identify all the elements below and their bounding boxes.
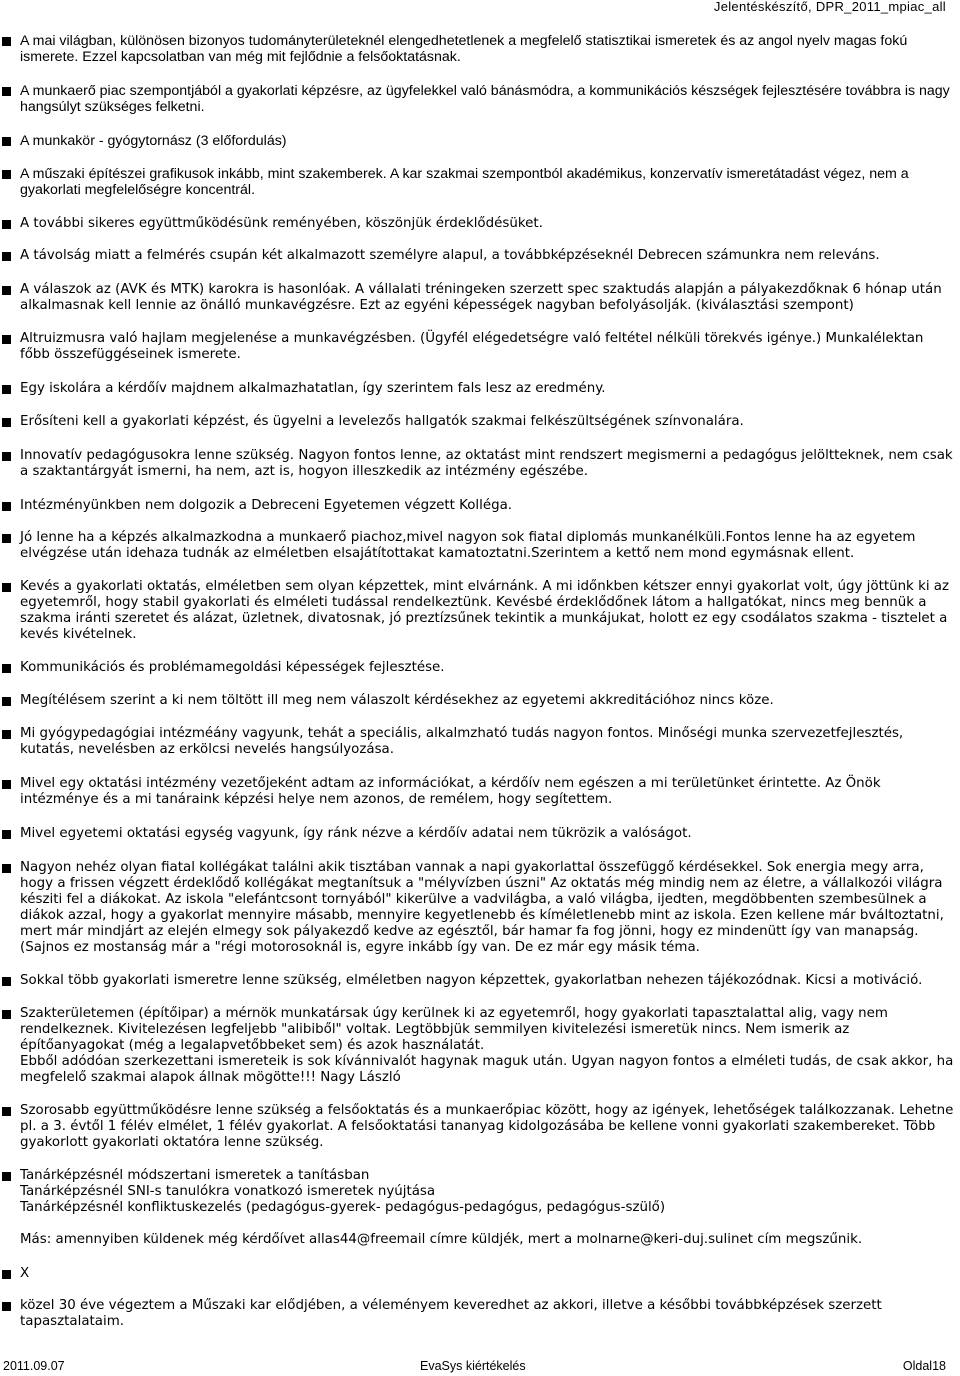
bullet-marker <box>2 780 11 789</box>
list-item-text: A munkakör - gyógytornász (3 előfordulás) <box>20 133 287 149</box>
list-item-text: közel 30 éve végeztem a Műszaki kar elődjében, a véleményem keveredhet az akkori, illetve a későbbi továbbképzések szerzett tapasztalataim. <box>20 1298 882 1329</box>
footer-date: 2011.09.07 <box>3 1359 65 1373</box>
bullet-marker <box>2 1302 11 1311</box>
bullet-marker <box>2 664 11 673</box>
bullet-marker <box>2 697 11 706</box>
list-item-text: A távolság miatt a felmérés csupán két alkalmazott személyre alapul, a továbbképzéseknél Debrecen számunkra nem releváns. <box>20 248 880 263</box>
list-item-text: Sokkal több gyakorlati ismeretre lenne szükség, elméletben nagyon képzettek, gyakorlatban nehezen tájékozódnak. Kicsi a motiváció. <box>20 973 923 988</box>
list-item-text: Megítélésem szerint a ki nem töltött ill meg nem válaszolt kérdésekhez az egyetemi akkreditációhoz nincs köze. <box>20 693 774 708</box>
bullet-marker <box>2 170 11 179</box>
bullet-marker <box>2 452 11 461</box>
bullet-marker <box>2 534 11 543</box>
bullet-marker <box>2 1270 11 1279</box>
list-item-text: A mai világban, különösen bizonyos tudományterületeknél elengedhetetlenek a megfelelő statisztikai ismeretek és az angol nyelv magas fokú ismerete. Ezzel kapcsolatban van még mit fejlődnie a felsőoktatásnak. <box>20 33 908 65</box>
list-item-text: Innovatív pedagógusokra lenne szükség. Nagyon fontos lenne, az oktatást mint rendszert megismerni a pedagógus jelöltteknek, nem csak a szaktantárgyát ismerni, ha nem, azt is, hogyon illeszkedik az intézmény egészébe. <box>20 448 953 479</box>
bullet-marker <box>2 977 11 986</box>
bullet-marker <box>2 418 11 427</box>
list-item-text: A műszaki építészei grafikusok inkább, mint szakemberek. A kar szakmai szempontból akadémikus, konzervatív ismeretátadást végez, nem a gyakorlati megfelelőségre koncentrál. <box>20 166 909 198</box>
bullet-marker <box>2 502 11 511</box>
list-item-text: Nagyon nehéz olyan fiatal kollégákat találni akik tisztában vannak a napi gyakorlattal összefüggő kérdésekkel. Sok energia megy arra, hogy a frissen végzett érdeklődő kollégákat megtanítsuk a "mélyvízben úszni" Az oktatás még mindig nem az életre, a vállalkozói világra késziti fel a diákokat. Az iskola "elefántcsont tornyából" kikerülve a vadvilágba, a való világba, ijedten, megdöbbenten szembesülnek a diákok azzal, hogy a gyakorlat mennyire másabb, mennyire kegyetlenebb és kíméletlenebb mint az iskola. Ezen kellene már bváltoztatni, mert már mindjárt az elején elmegy sok pályakezdő kedve az egésztől, bár hamar fa fog jönni, hogy ez mindenütt így van manapság. (Sajnos ez mostanság már a "régi motorosoknál is, egyre inkább így van. De ez már egy másik téma. <box>20 860 944 955</box>
list-item-text: Mivel egy oktatási intézmény vezetőjeként adtam az információkat, a kérdőív nem egészen a mi területünket érintette. Az Önök intézménye és a mi tanáraink képzési helye nem azonos, de remélem, hogy segítettem. <box>20 776 881 807</box>
list-item-text: A további sikeres együttműködésünk reményében, köszönjük érdeklődésüket. <box>20 216 543 231</box>
list-item-text: A válaszok az (AVK és MTK) karokra is hasonlóak. A vállalati tréningeken szerzett spec szaktudás alapján a pályakezdőknak 6 hónap után alkalmasnak kell lennie az önálló munkavégzésre. Ezt az egyéni képességek nagyban befolyásolják. (kiválasztási szempont) <box>20 282 942 313</box>
list-item-text: Kommunikációs és problémamegoldási képességek fejlesztése. <box>20 660 445 675</box>
footer-page-number: Oldal18 <box>902 1359 946 1373</box>
bullet-marker <box>2 583 11 592</box>
bullet-marker <box>2 830 11 839</box>
bullet-marker <box>2 1010 11 1019</box>
bullet-marker <box>2 385 11 394</box>
list-item-text: Szorosabb együttműködésre lenne szükség a felsőoktatás és a munkaerőpiac között, hogy az igények, lehetőségek találkozzanak. Lehetne pl. a 3. évtől 1 félév elmélet, 1 félév gyakorlat. A felsőoktatási tananyag kidolgozásába be kellene vonni gyakorlati szakembereket. Több gyakorlott gyakorlati oktatóra lenne szükség. <box>20 1103 954 1150</box>
list-item-text: X <box>20 1266 30 1281</box>
bullet-marker <box>2 1107 11 1116</box>
list-item-text: Jó lenne ha a képzés alkalmazkodna a munkaerő piachoz,mivel nagyon sok fiatal diplomás munkanélküli.Fontos lenne ha az egyetem elvégzése után idehaza tudnák az elméletben elsajátítottakat kamatoztatni.Szerintem a kettő nem mond egymásnak ellent. <box>20 530 916 561</box>
list-item-text: Egy iskolára a kérdőív majdnem alkalmazhatatlan, így szerintem fals lesz az eredmény. <box>20 381 606 396</box>
footer-app: EvaSys kiértékelés <box>420 1359 526 1373</box>
bullet-marker <box>2 864 11 873</box>
bullet-marker <box>2 252 11 261</box>
list-item-text: Mivel egyetemi oktatási egység vagyunk, így ránk nézve a kérdőív adatai nem tükrözik a valóságot. <box>20 826 692 841</box>
bullet-marker <box>2 286 11 295</box>
list-item-text: Intézményünkben nem dolgozik a Debreceni Egyetemen végzett Kolléga. <box>20 498 513 513</box>
list-item-text: Kevés a gyakorlati oktatás, elméletben sem olyan képzettek, mint elvárnánk. A mi időnkben kétszer ennyi gyakorlat volt, úgy jöttünk ki az egyetemről, hogy stabil gyakorlati és elméleti tudással rendelkeztünk. Kevésbé érdeklődőnek látom a hallgatókat, nincs meg bennük a szakma iránti szeretet és alázat, üzletnek, divatosnak, jó preztízsűnek tekintik a munkájukat, holott ez egy csodálatos szakma - tisztelet a kevés kivételnek. <box>20 579 950 642</box>
bullet-marker <box>2 220 11 229</box>
bullet-marker <box>2 1172 11 1181</box>
list-item-text: A munkaerő piac szempontjából a gyakorlati képzésre, az ügyfelekkel való bánásmódra, a kommunikációs készségek fejlesztésére továbbra is nagy hangsúlyt szükséges felketni. <box>20 83 950 115</box>
bullet-marker <box>2 137 11 146</box>
bullet-marker <box>2 335 11 344</box>
list-item-text: Tanárképzésnél módszertani ismeretek a tanításban Tanárképzésnél SNI-s tanulókra vonatkozó ismeretek nyújtása Tanárképzésnél konfliktuskezelés (pedagógus-gyerek- pedagógus-pedagógus, pedagógus-szülő) Más: amennyiben küldenek még kérdőívet allas44@freemail címre küldjék, mert a molnarne@keri-duj.sulinet cím megszűnik. <box>20 1168 863 1247</box>
bullet-marker <box>2 730 11 739</box>
bullet-marker <box>2 37 11 46</box>
list-item-text: Mi gyógypedagógiai intézméány vagyunk, tehát a speciális, alkalmzható tudás nagyon fontos. Minőségi munka szervezetfejlesztés, kutatás, nevelésben az erkölcsi nevelés hangsúlyozása. <box>20 726 904 757</box>
list-item-text: Szakterületemen (építőipar) a mérnök munkatársak úgy kerülnek ki az egyetemről, hogy gyakorlati tapasztalattal alig, vagy nem rendelkeznek. Kivitelezésen legfeljebb "alibiből" voltak. Legtöbbjük semmilyen kivitelezési ismeretük nincs. Nem ismerik az építőanyagokat (még a legalapvetőbbeket sem) és azok használatát. Ebből adódóan szerkezettani ismereteik is sok kívánnivalót hagynak maguk után. Ugyan nagyon fontos a elméleti tudás, de csak akkor, ha megfelelő szakmai alapok állnak mögötte!!! Nagy László <box>20 1006 954 1085</box>
report-header: Jelentéskészítő, DPR_2011_mpiac_all <box>713 0 946 14</box>
bullet-marker <box>2 87 11 96</box>
list-item-text: Erősíteni kell a gyakorlati képzést, és ügyelni a levelezős hallgatók szakmai felkészültségének színvonalára. <box>20 414 744 429</box>
list-item-text: Altruizmusra való hajlam megjelenése a munkavégzésben. (Ügyfél elégedetségre való feltétel nélküli törekvés igénye.) Munkalélektan főbb összefüggéseinek ismerete. <box>20 331 924 362</box>
